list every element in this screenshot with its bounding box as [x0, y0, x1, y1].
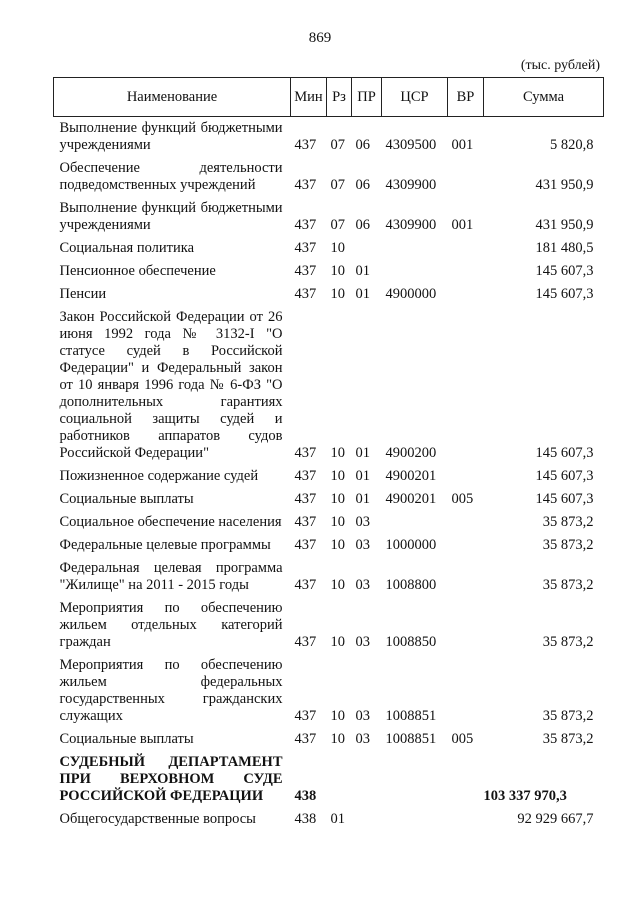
row-pr: 06: [355, 217, 370, 233]
table-row: [54, 751, 604, 808]
row-min: 437: [294, 731, 317, 747]
row-csr: 4309900: [385, 217, 437, 233]
row-rz: 10: [330, 514, 345, 530]
row-pr: 01: [355, 491, 370, 507]
table-row: [54, 197, 604, 237]
row-sum: 145 607,3: [535, 286, 594, 302]
row-name: Социальное обеспечение населения: [59, 514, 282, 530]
row-csr: [382, 751, 448, 808]
table-row: [54, 808, 604, 831]
row-csr: [382, 511, 448, 534]
row-csr: 1008851: [385, 708, 437, 724]
row-pr: 03: [355, 537, 370, 553]
row-vr: [448, 237, 484, 260]
row-vr: 001: [451, 137, 474, 153]
row-sum: 92 929 667,7: [517, 811, 594, 827]
row-name: Социальные выплаты: [59, 731, 194, 747]
row-name: СУДЕБНЫЙ ДЕПАРТАМЕНТ ПРИ ВЕРХОВНОМ СУДЕ РОССИЙСКОЙ ФЕДЕРАЦИИ: [59, 754, 283, 804]
row-sum: 5 820,8: [550, 137, 594, 153]
header-csr: ЦСР: [382, 78, 448, 117]
row-min: 437: [294, 137, 317, 153]
header-sum: Сумма: [484, 78, 604, 117]
row-min: 437: [294, 263, 317, 279]
row-sum: 431 950,9: [535, 177, 594, 193]
table-row: [54, 465, 604, 488]
row-rz: 10: [330, 491, 345, 507]
row-sum: 431 950,9: [535, 217, 594, 233]
row-rz: 10: [330, 708, 345, 724]
header-min: Мин: [291, 78, 327, 117]
row-name: Мероприятия по обеспечению жильем отдельных категорий граждан: [59, 600, 283, 650]
row-min: 437: [294, 240, 317, 256]
row-csr: 1000000: [385, 537, 437, 553]
row-sum: 35 873,2: [542, 731, 594, 747]
table-row: [54, 534, 604, 557]
row-min: 437: [294, 514, 317, 530]
row-vr: [448, 597, 484, 654]
table-row: [54, 260, 604, 283]
row-rz: [327, 751, 352, 808]
row-csr: 1008800: [385, 577, 437, 593]
row-name: Пенсионное обеспечение: [59, 263, 216, 279]
row-vr: 005: [451, 731, 474, 747]
page-number: 869: [308, 30, 332, 46]
table-row: [54, 488, 604, 511]
row-pr: 06: [355, 137, 370, 153]
row-csr: 4900000: [385, 286, 437, 302]
row-pr: 01: [355, 468, 370, 484]
row-csr: 4900201: [385, 468, 437, 484]
header-rz: Рз: [327, 78, 352, 117]
row-rz: 10: [330, 240, 345, 256]
table-header-row: [54, 78, 604, 117]
row-pr: 03: [355, 634, 370, 650]
row-sum: 145 607,3: [535, 468, 594, 484]
row-csr: [382, 260, 448, 283]
row-name: Федеральная целевая программа "Жилище" на 2011 - 2015 годы: [59, 560, 283, 593]
row-sum: 35 873,2: [542, 514, 594, 530]
row-csr: 4900200: [385, 445, 437, 461]
row-min: 437: [294, 634, 317, 650]
row-min: 437: [294, 217, 317, 233]
row-pr: 06: [355, 177, 370, 193]
table-row: [54, 117, 604, 158]
table-row: [54, 597, 604, 654]
row-sum: 181 480,5: [535, 240, 594, 256]
row-name: Закон Российской Федерации от 26 июня 1992 года № 3132-I "О статусе судей в Российской Федерации" и Федеральный закон от 10 января 1996 года № 6-ФЗ "О дополнительных гарантиях социальной защиты судей и работников аппаратов судов Российской Федерации": [59, 309, 283, 461]
row-vr: [448, 557, 484, 597]
row-min: 437: [294, 177, 317, 193]
row-min: 437: [294, 708, 317, 724]
table-row: [54, 654, 604, 728]
row-pr: 03: [355, 514, 370, 530]
row-sum: 103 337 970,3: [483, 788, 567, 804]
table-row: [54, 511, 604, 534]
table-row: [54, 157, 604, 197]
row-pr: [352, 751, 382, 808]
row-vr: [448, 260, 484, 283]
row-csr: 4309900: [385, 177, 437, 193]
row-rz: 01: [330, 811, 345, 827]
row-sum: 35 873,2: [542, 537, 594, 553]
row-min: 437: [294, 468, 317, 484]
row-min: 437: [294, 286, 317, 302]
row-sum: 35 873,2: [542, 708, 594, 724]
row-vr: [448, 808, 484, 831]
row-vr: 005: [451, 491, 474, 507]
row-rz: 10: [330, 286, 345, 302]
header-vr: ВР: [448, 78, 484, 117]
row-pr: 01: [355, 263, 370, 279]
row-vr: [448, 751, 484, 808]
row-name: Общегосударственные вопросы: [59, 811, 256, 827]
row-csr: [382, 237, 448, 260]
table-row: [54, 557, 604, 597]
row-min: 437: [294, 577, 317, 593]
row-sum: 145 607,3: [535, 445, 594, 461]
row-rz: 10: [330, 537, 345, 553]
row-rz: 10: [330, 263, 345, 279]
row-pr: 03: [355, 731, 370, 747]
row-name: Пенсии: [59, 286, 107, 302]
units-label: (тыс. рублей): [520, 58, 600, 73]
row-csr: 4309500: [385, 137, 437, 153]
table-row: [54, 306, 604, 465]
row-name: Пожизненное содержание судей: [59, 468, 259, 484]
row-rz: 10: [330, 731, 345, 747]
row-vr: [448, 534, 484, 557]
row-name: Социальные выплаты: [59, 491, 194, 507]
row-min: 437: [294, 445, 317, 461]
table-row: [54, 283, 604, 306]
row-rz: 10: [330, 634, 345, 650]
row-csr: [382, 808, 448, 831]
row-min: 437: [294, 537, 317, 553]
row-name: Мероприятия по обеспечению жильем федеральных государственных гражданских служащих: [59, 657, 283, 724]
row-min: 438: [294, 788, 317, 804]
row-min: 438: [294, 811, 317, 827]
row-pr: 01: [355, 286, 370, 302]
row-vr: [448, 283, 484, 306]
header-name: Наименование: [54, 78, 291, 117]
row-sum: 35 873,2: [542, 577, 594, 593]
budget-table: [53, 77, 604, 831]
row-name: Федеральные целевые программы: [59, 537, 271, 553]
row-vr: [448, 654, 484, 728]
row-sum: 35 873,2: [542, 634, 594, 650]
table-row: [54, 237, 604, 260]
row-rz: 07: [330, 177, 345, 193]
table-body: [54, 117, 604, 832]
row-rz: 10: [330, 468, 345, 484]
row-name: Обеспечение деятельности подведомственных учреждений: [59, 160, 283, 193]
row-pr: [352, 237, 382, 260]
row-pr: 03: [355, 708, 370, 724]
row-vr: [448, 157, 484, 197]
row-vr: [448, 306, 484, 465]
table-row: [54, 728, 604, 751]
row-rz: 10: [330, 577, 345, 593]
row-rz: 07: [330, 217, 345, 233]
row-vr: 001: [451, 217, 474, 233]
row-sum: 145 607,3: [535, 263, 594, 279]
row-vr: [448, 465, 484, 488]
row-rz: 10: [330, 445, 345, 461]
row-csr: 1008851: [385, 731, 437, 747]
row-name: Социальная политика: [59, 240, 195, 256]
row-csr: 4900201: [385, 491, 437, 507]
row-name: Выполнение функций бюджетными учреждениями: [59, 200, 283, 233]
row-csr: 1008850: [385, 634, 437, 650]
row-pr: 03: [355, 577, 370, 593]
row-pr: [352, 808, 382, 831]
row-name: Выполнение функций бюджетными учреждениями: [59, 120, 283, 153]
row-min: 437: [294, 491, 317, 507]
row-pr: 01: [355, 445, 370, 461]
row-vr: [448, 511, 484, 534]
header-pr: ПР: [352, 78, 382, 117]
row-rz: 07: [330, 137, 345, 153]
row-sum: 145 607,3: [535, 491, 594, 507]
